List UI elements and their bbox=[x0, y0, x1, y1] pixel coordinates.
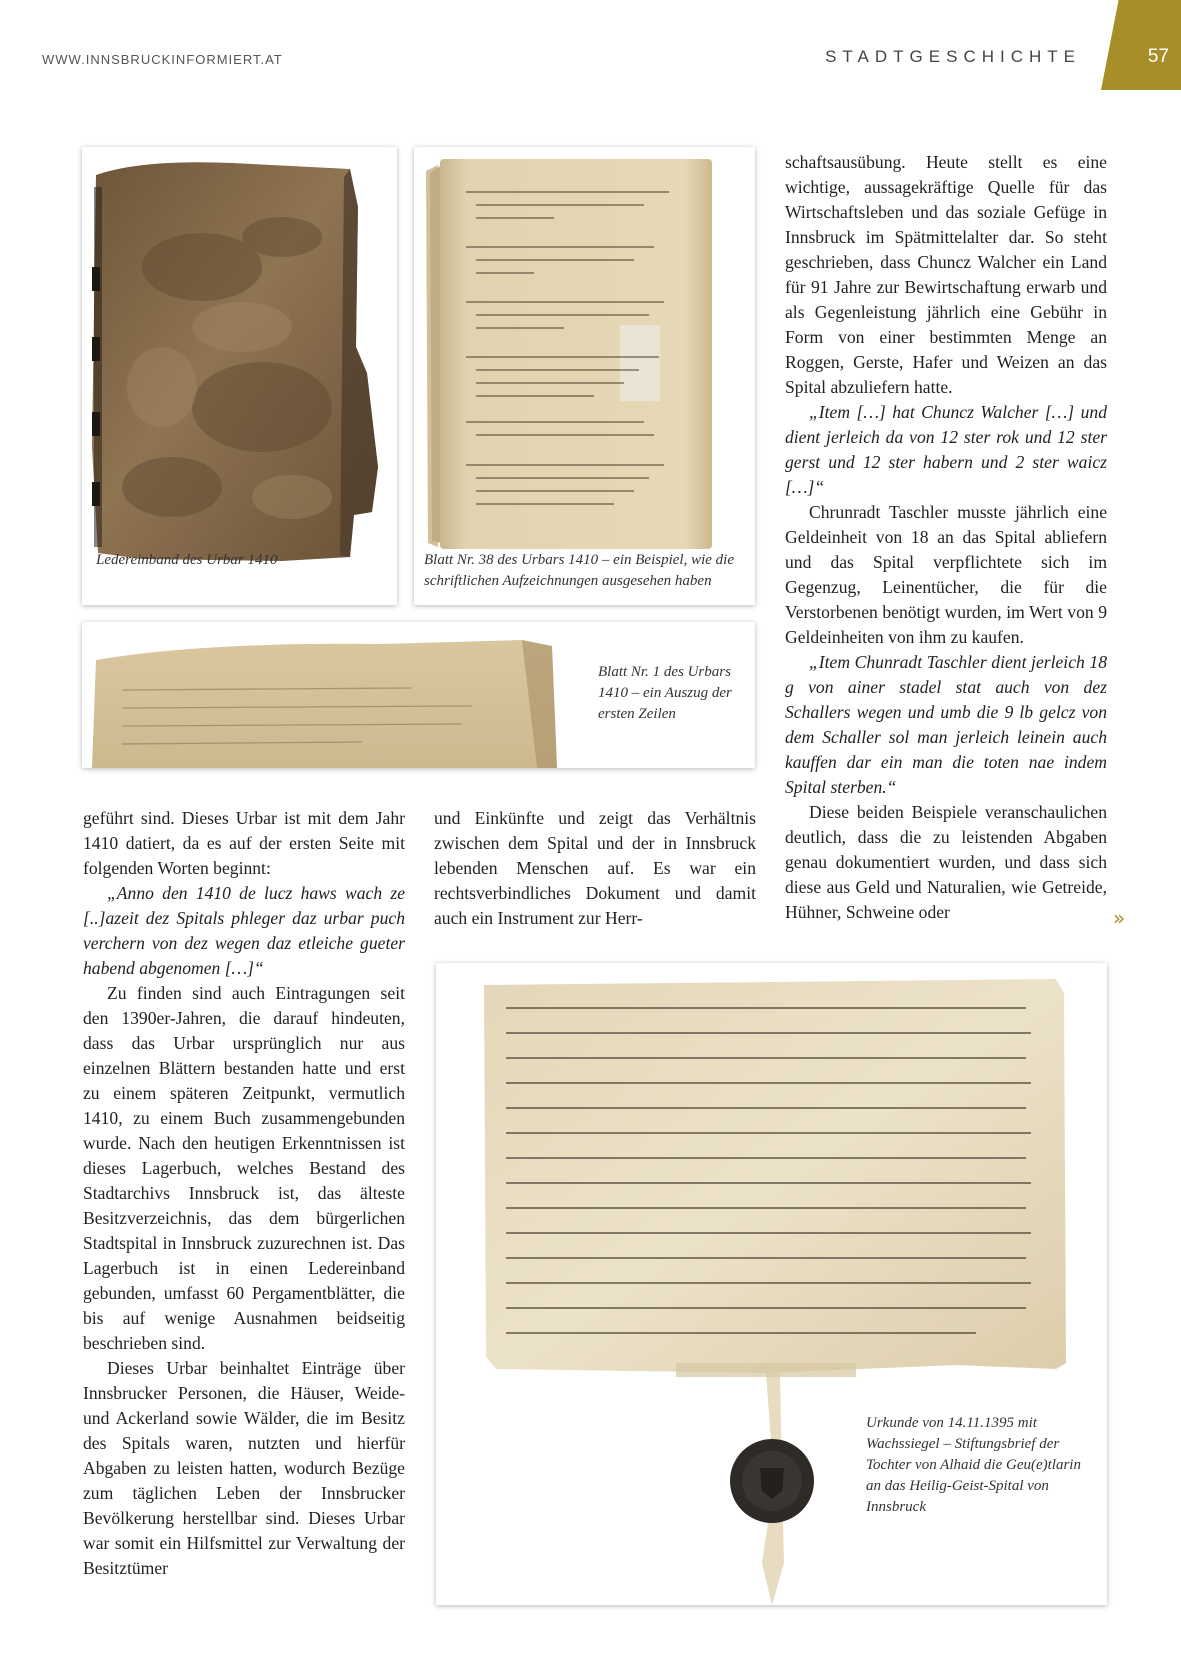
figure-sheet-1 bbox=[82, 622, 755, 768]
figure-caption: Ledereinband des Urbar 1410 bbox=[96, 552, 278, 568]
sheet-38-image bbox=[414, 147, 755, 605]
figure-caption: Urkunde von 14.11.1395 mit Wachssiegel – Stiftungsbrief der Tochter von Alhaid die Geu(e)tlarin an das Heilig-Geist-Spital von Innsbruck bbox=[866, 1415, 1081, 1515]
leather-binding-image bbox=[82, 147, 397, 605]
paragraph: Dieses Urbar beinhaltet Einträge über Innsbrucker Personen, die Häuser, Weide- und Ackerland sowie Wälder, die im Besitz des Spitals waren, nutzten und hierfür Abgaben zu leisten hatten, wodurch Bezüge zum täglichen Leben der Innsbrucker Bevölkerung herstellbar sind. Dieses Urbar war somit ein Hilfsmittel zur Verwaltung der Besitztümer bbox=[83, 1358, 405, 1578]
page-number-tab bbox=[1101, 0, 1181, 90]
paragraph: Chrunradt Taschler musste jährlich eine Geldeinheit von 18 an das Spital abliefern und das Spital verpflichtete sich im Gegenzug, Leinentücher, die für die Verstorbenen benötigt wurden, im Wert von 9 Geldeinheiten von ihm zu kaufen. bbox=[785, 502, 1107, 647]
continue-marker: » bbox=[1113, 906, 1126, 930]
quote: „Item […] hat Chuncz Walcher […] und dient jerleich da von 12 ster rok und 12 ster gerst und 12 ster habern und 2 ster waicz […]“ bbox=[785, 402, 1107, 497]
paragraph: geführt sind. Dieses Urbar ist mit dem Jahr 1410 datiert, da es auf der ersten Seite mit folgenden Worten beginnt: bbox=[83, 808, 405, 878]
paragraph: schaftsausübung. Heute stellt es eine wichtige, aussagekräftige Quelle für das Wirtschaftsleben und das soziale Gefüge in Innsbruck im Spätmittelalter dar. So steht geschrieben, dass Chuncz Walcher ein Land für 91 Jahre zur Bewirtschaftung erwarb und als Gegenleistung jährlich eine Gebühr in Form von einer bestimmten Menge an Roggen, Gerste, Hafer und Weizen an das Spital abzuliefern hatte. bbox=[785, 152, 1107, 397]
text-column-right bbox=[785, 150, 1107, 925]
quote: „Anno den 1410 de lucz haws wach ze [..]azeit dez Spitals phleger daz urbar puch verchern von dez wegen daz etleiche gueter habend abgenomen […]“ bbox=[83, 883, 405, 978]
text-column-middle bbox=[434, 806, 756, 931]
website-url: WWW.INNSBRUCKINFORMIERT.AT bbox=[42, 52, 283, 67]
figure-charter-1395 bbox=[436, 963, 1107, 1605]
section-title: STADTGESCHICHTE bbox=[825, 47, 1081, 66]
figure-sheet-38 bbox=[414, 147, 755, 605]
text-column-left bbox=[83, 806, 405, 1581]
paragraph: Zu finden sind auch Eintragungen seit den 1390er-Jahren, die darauf hindeuten, dass das Urbar ursprünglich nur aus einzelnen Blättern bestanden hatte und erst zu einem späteren Zeitpunkt, vermutlich 1410, zu einem Buch zusammengebunden wurde. Nach den heutigen Erkenntnissen ist dieses Lagerbuch, welches Bestand des Stadtarchivs Innsbruck ist, das älteste Besitzverzeichnis, das dem bürgerlichen Stadtspital in Innsbruck zuzurechnen ist. Das Lagerbuch ist in einen Ledereinband gebunden, umfasst 60 Pergamentblätter, die bis auf wenige Ausnahmen beidseitig beschrieben sind. bbox=[83, 983, 405, 1353]
paragraph: und Einkünfte und zeigt das Verhältnis zwischen dem Spital und der in Innsbruck lebenden Menschen auf. Es war ein rechtsverbindliches Dokument und damit auch ein Instrument zur Herr- bbox=[434, 808, 756, 928]
figure-leather-binding bbox=[82, 147, 397, 605]
figure-caption: Blatt Nr. 1 des Urbars 1410 – ein Auszug der ersten Zeilen bbox=[598, 664, 732, 722]
sheet-1-image bbox=[82, 622, 582, 768]
quote: „Item Chunradt Taschler dient jerleich 18 g von ainer stadel stat auch von dez Schallers wegen und umb die 9 lb gelcz von dem Schaller sol man jerleich leinein auch kauffen dar ein man die toten nae indem Spital sterben.“ bbox=[785, 652, 1107, 797]
page-number: 57 bbox=[1147, 46, 1169, 67]
paragraph: Diese beiden Beispiele veranschaulichen deutlich, dass die zu leistenden Abgaben genau dokumentiert wurden, und dass sich diese aus Geld und Naturalien, wie Getreide, Hühner, Schweine oder bbox=[785, 802, 1107, 922]
figure-caption: Blatt Nr. 38 des Urbars 1410 – ein Beispiel, wie die schriftlichen Aufzeichnungen ausgesehen haben bbox=[424, 552, 734, 589]
